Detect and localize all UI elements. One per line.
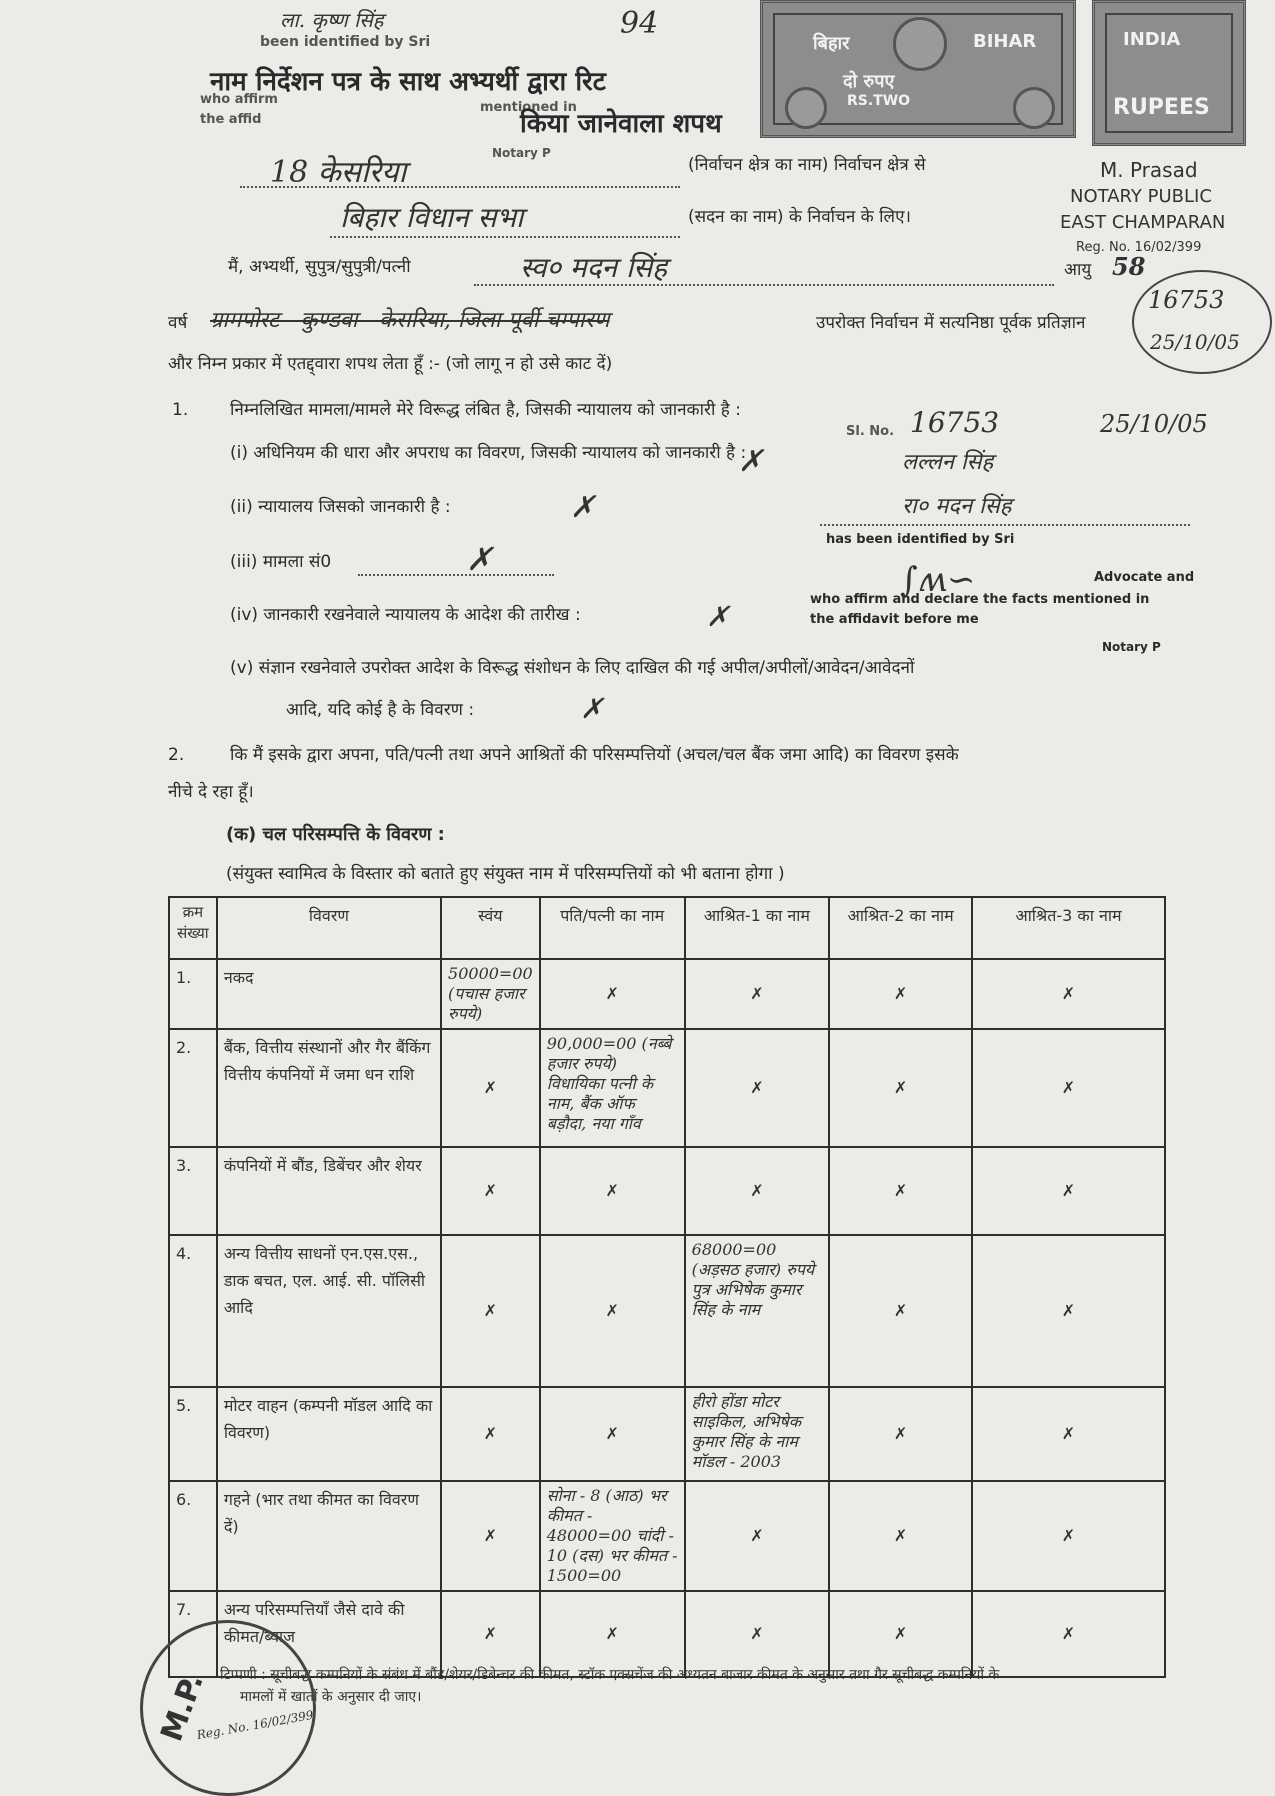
notary-district: EAST CHAMPARAN <box>1060 212 1226 233</box>
row-desc: अन्य वित्तीय साधनों एन.एस.एस., डाक बचत, एल. आई. सी. पॉलिसी आदि <box>217 1235 441 1387</box>
section2-text-cont: नीचे दे रहा हूँ। <box>168 782 254 802</box>
margin-affirm: who affirm and declare the facts mentioned in <box>810 592 1150 607</box>
section1-item-2: (ii) न्यायालय जिसको जानकारी है : <box>230 497 451 517</box>
row-dep1: ✗ <box>685 1481 830 1591</box>
age-value: 58 <box>1112 252 1146 281</box>
row-spouse: ✗ <box>540 1387 685 1481</box>
section1-item-4-cross: ✗ <box>706 600 730 633</box>
row-desc: कंपनियों में बौंड, डिबेंचर और शेयर <box>217 1147 441 1235</box>
case-no-blank <box>358 558 554 576</box>
stamp-text-value-hindi: दो रुपए <box>843 71 895 92</box>
row-self: 50000=00 (पचास हजार रुपये) <box>441 959 540 1029</box>
row-dep2: ✗ <box>829 1481 972 1591</box>
row-dep1: हीरो होंडा मोटर साइकिल, अभिषेक कुमार सिंह के नाम मॉडल - 2003 <box>685 1387 830 1481</box>
stamp-text-india: INDIA <box>1123 29 1181 50</box>
sl-no-value: 16753 <box>910 406 1000 439</box>
section2-text: कि मैं इसके द्वारा अपना, पति/पत्नी तथा अपने आश्रितों की परिसम्पत्तियों (अचल/चल बैंक जमा आदि) का विवरण इसके <box>230 745 959 765</box>
revenue-stamp-bihar <box>760 0 1076 138</box>
movable-assets-heading: (क) चल परिसम्पत्ति के विवरण : <box>226 824 445 845</box>
round-stamp-reg: Reg. No. 16/02/399 <box>195 1707 315 1743</box>
row-self: ✗ <box>441 1481 540 1591</box>
circle-date: 25/10/05 <box>1150 330 1240 354</box>
notary-name: M. Prasad <box>1100 158 1198 182</box>
section1-item-1-cross: ✗ <box>738 444 764 479</box>
margin-identified: has been identified by Sri <box>826 532 1015 547</box>
row-spouse: ✗ <box>540 1591 685 1677</box>
row-dep3: ✗ <box>972 1029 1165 1147</box>
bleed-through-identified: been identified by Sri <box>260 34 431 50</box>
row-dep2: ✗ <box>829 959 972 1029</box>
row-dep3: ✗ <box>972 1147 1165 1235</box>
year-label: वर्ष <box>168 313 188 333</box>
row-dep1: ✗ <box>685 959 830 1029</box>
margin-name1: लल्लन सिंह <box>902 450 994 475</box>
table-row <box>169 1481 1165 1591</box>
footnote <box>220 1664 1150 1709</box>
row-num: 2. <box>169 1029 217 1147</box>
col-header-dep1: आश्रित-1 का नाम <box>685 897 830 959</box>
stamp-text-value: RS.TWO <box>847 93 911 109</box>
bleed-through-who-affirm: who affirm <box>200 92 278 107</box>
row-spouse: 90,000=00 (नब्बे हजार रुपये) विधायिका पत्नी के नाम, बैंक ऑफ बड़ौदा, नया गाँव <box>540 1029 685 1147</box>
table-row <box>169 1387 1165 1481</box>
row-dep1: ✗ <box>685 1147 830 1235</box>
margin-blank1 <box>820 508 1190 526</box>
row-num: 3. <box>169 1147 217 1235</box>
footnote-line1: टिप्पणी : सूचीबद्ध कम्पनियों के संबंध में बौंड/शेयर/डिबेन्चर की कीमत, स्टॉक एक्सचेंज की अध्यतन बाजार कीमत के अनुसार तथा गैर सूचीबद्ध कम्पनियों के <box>220 1667 1000 1683</box>
age-label: आयु <box>1064 260 1092 280</box>
row-dep3: ✗ <box>972 1591 1165 1677</box>
section1-item-1: (i) अधिनियम की धारा और अपराध का विवरण, जिसकी न्यायालय को जानकारी है : <box>230 443 747 463</box>
father-name-value: स्व० मदन सिंह <box>520 251 668 284</box>
circle-number: 16753 <box>1148 286 1225 314</box>
table-row <box>169 1147 1165 1235</box>
row-dep2: ✗ <box>829 1387 972 1481</box>
row-dep1: 68000=00 (अड़सठ हजार) रुपये पुत्र अभिषेक कुमार सिंह के नाम <box>685 1235 830 1387</box>
notary-title: NOTARY PUBLIC <box>1070 186 1212 207</box>
section1-item-4: (iv) जानकारी रखनेवाले न्यायालय के आदेश की तारीख : <box>230 605 581 625</box>
row-desc: मोटर वाहन (कम्पनी मॉडल आदि का विवरण) <box>217 1387 441 1481</box>
row-dep2: ✗ <box>829 1029 972 1147</box>
row-spouse: ✗ <box>540 1235 685 1387</box>
table-row <box>169 1235 1165 1387</box>
margin-notary-p: Notary P <box>1102 640 1161 654</box>
row-dep3: ✗ <box>972 959 1165 1029</box>
row-spouse: सोना - 8 (आठ) भर कीमत - 48000=00 चांदी - 10 (दस) भर कीमत - 1500=00 <box>540 1481 685 1591</box>
section1-number: 1. <box>172 400 189 420</box>
sl-date-value: 25/10/05 <box>1100 410 1208 438</box>
movable-assets-note: (संयुक्त स्वामित्व के विस्तार को बताते हुए संयुक्त नाम में परिसम्पत्तियों को भी बताना होगा ) <box>226 864 785 884</box>
constituency-label: (निर्वाचन क्षेत्र का नाम) निर्वाचन क्षेत्र से <box>688 155 926 175</box>
row-num: 4. <box>169 1235 217 1387</box>
row-desc: अन्य परिसम्पत्तियाँ जैसे दावे की कीमत/ब्याज <box>217 1591 441 1677</box>
row-dep3: ✗ <box>972 1387 1165 1481</box>
stamp-seal-right <box>1013 87 1055 129</box>
section2-number: 2. <box>168 745 185 765</box>
row-self: ✗ <box>441 1235 540 1387</box>
row-self: ✗ <box>441 1591 540 1677</box>
row-self: ✗ <box>441 1147 540 1235</box>
footnote-line2: मामलों में खातों के अनुसार दी जाए। <box>240 1689 422 1706</box>
col-header-desc: विवरण <box>217 897 441 959</box>
stamp-seal-left <box>785 87 827 129</box>
movable-assets-table <box>168 896 1166 1678</box>
table-row <box>169 959 1165 1029</box>
section1-item-5: (v) संज्ञान रखनेवाले उपरोक्त आदेश के विरूद्ध संशोधन के लिए दाखिल की गई अपील/अपीलों/आवेदन/आवेदनों <box>230 658 915 678</box>
notary-reg-no: Reg. No. 16/02/399 <box>1076 240 1202 255</box>
bleed-through-mentioned: mentioned in <box>480 100 577 115</box>
section1-item-3: (iii) मामला सं0 <box>230 552 332 572</box>
house-value: बिहार विधान सभा <box>340 201 524 234</box>
row-dep3: ✗ <box>972 1481 1165 1591</box>
table-header-row <box>169 897 1165 959</box>
section1-item-3-cross: ✗ <box>466 540 493 578</box>
row-num: 6. <box>169 1481 217 1591</box>
col-header-sno: क्रम संख्या <box>169 897 217 959</box>
row-dep1: ✗ <box>685 1591 830 1677</box>
sl-no-label: Sl. No. <box>846 424 895 439</box>
row-dep2: ✗ <box>829 1591 972 1677</box>
constituency-value: 18 केसरिया <box>270 155 407 190</box>
margin-name2: रा० मदन सिंह <box>902 494 1012 519</box>
col-header-dep2: आश्रित-2 का नाम <box>829 897 972 959</box>
address-value: ग्रामपोस्ट - कुण्डवा - केसरिया, जिला-पूर्वी चम्पारण <box>210 308 610 333</box>
row-num: 5. <box>169 1387 217 1481</box>
row-spouse: ✗ <box>540 959 685 1029</box>
stamp-text-bihar-hindi: बिहार <box>813 33 850 54</box>
table-row <box>169 1029 1165 1147</box>
house-blank <box>330 220 680 238</box>
constituency-blank <box>240 170 680 188</box>
section1-item-5-cont: आदि, यदि कोई है के विवरण : <box>286 700 475 720</box>
stamp-emblem <box>893 17 947 71</box>
row-dep2: ✗ <box>829 1235 972 1387</box>
stamp-text-bihar: BIHAR <box>973 31 1037 52</box>
handwritten-top-number: 94 <box>620 6 659 41</box>
document-title-line1: नाम निर्देशन पत्र के साथ अभ्यर्थी द्वारा रिट <box>210 67 606 97</box>
row-self: ✗ <box>441 1029 540 1147</box>
section1-text: निम्नलिखित मामला/मामले मेरे विरूद्ध लंबित है, जिसकी न्यायालय को जानकारी है : <box>230 400 741 420</box>
col-header-spouse: पति/पत्नी का नाम <box>540 897 685 959</box>
margin-advocate: Advocate and <box>1094 570 1195 585</box>
col-header-self: स्वंय <box>441 897 540 959</box>
row-desc: गहने (भार तथा कीमत का विवरण दें) <box>217 1481 441 1591</box>
row-dep1: ✗ <box>685 1029 830 1147</box>
section1-item-2-cross: ✗ <box>570 490 596 525</box>
row-dep3: ✗ <box>972 1235 1165 1387</box>
section1-item-5-cross: ✗ <box>580 692 604 725</box>
revenue-stamp-india <box>1092 0 1246 146</box>
oath-text: उपरोक्त निर्वाचन में सत्यनिष्ठा पूर्वक प्रतिज्ञान <box>816 313 1086 333</box>
margin-affidavit: the affidavit before me <box>810 612 979 627</box>
bleed-through-notary: Notary P <box>492 146 551 160</box>
bleed-through-affid: the affid <box>200 112 262 127</box>
handwritten-top-name: ला. कृष्ण सिंह <box>280 8 384 32</box>
house-label: (सदन का नाम) के निर्वाचन के लिए। <box>688 207 911 227</box>
row-spouse: ✗ <box>540 1147 685 1235</box>
oath-line2: और निम्न प्रकार में एतद्द्वारा शपथ लेता हूँ :- (जो लागू न हो उसे काट दें) <box>168 354 613 374</box>
row-num: 1. <box>169 959 217 1029</box>
notary-signature: ∫ʍ∽ <box>900 560 976 600</box>
col-header-dep3: आश्रित-3 का नाम <box>972 897 1165 959</box>
stamp-text-rupees: RUPEES <box>1113 95 1210 120</box>
row-dep2: ✗ <box>829 1147 972 1235</box>
document-title-line2: किया जानेवाला शपथ <box>520 109 722 139</box>
row-desc: बैंक, वित्तीय संस्थानों और गैर बैंकिंग वित्तीय कंपनियों में जमा धन राशि <box>217 1029 441 1147</box>
father-name-blank <box>474 268 1054 286</box>
candidate-prefix: मैं, अभ्यर्थी, सुपुत्र/सुपुत्री/पत्नी <box>228 257 411 277</box>
row-desc: नकद <box>217 959 441 1029</box>
round-stamp-text: M.P. <box>154 1669 211 1746</box>
row-num: 7. <box>169 1591 217 1677</box>
row-self: ✗ <box>441 1387 540 1481</box>
